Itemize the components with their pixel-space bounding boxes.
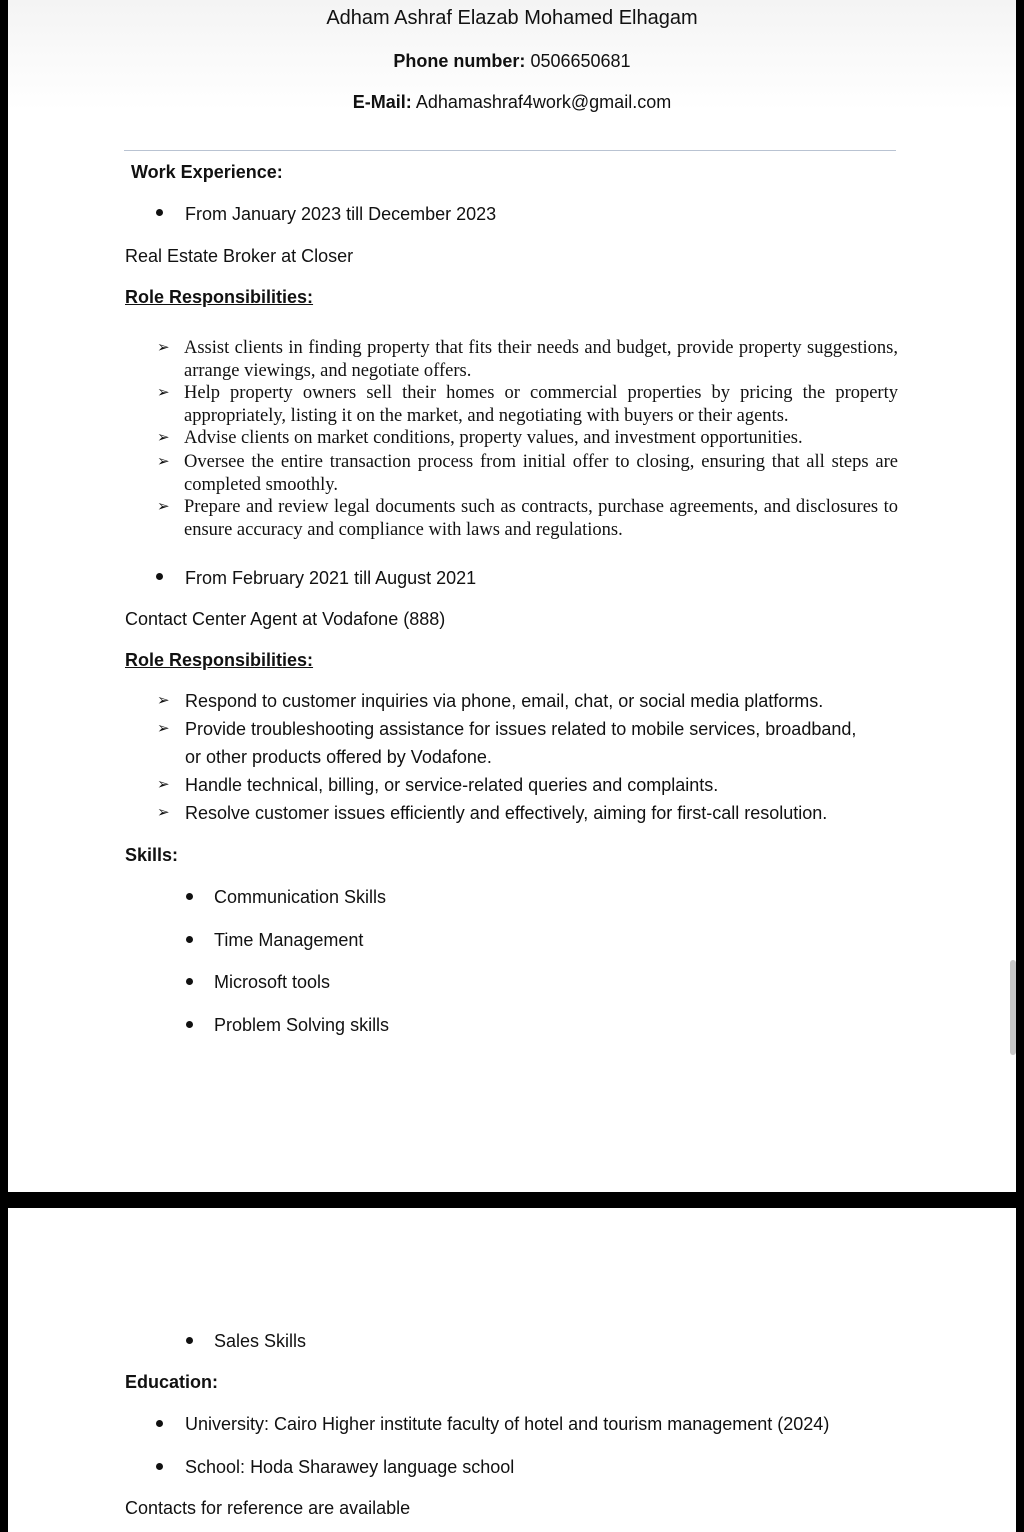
bullet-icon <box>186 893 193 900</box>
role-responsibilities-heading: Role Responsibilities: <box>125 287 314 307</box>
bullet-icon <box>156 1420 163 1427</box>
arrow-bullet-icon: ➢ <box>157 776 170 793</box>
responsibility-item: Handle technical, billing, or service-related queries and complaints. <box>185 775 719 795</box>
bullet-icon <box>186 936 193 943</box>
email-line <box>8 91 1016 113</box>
responsibility-item: Advise clients on market conditions, property values, and investment opportunities. <box>184 428 803 448</box>
resume-page-1 <box>8 0 1016 1192</box>
responsibility-item: Oversee the entire transaction process from initial offer to closing, ensuring that all steps are completed smoothly. <box>184 452 898 495</box>
work-experience-heading: Work Experience: <box>131 162 283 182</box>
job-title: Contact Center Agent at Vodafone (888) <box>125 609 446 629</box>
responsibility-item: Assist clients in finding property that fits their needs and budget, provide property suggestions, arrange viewings, and negotiate offers. <box>184 338 898 381</box>
email-address: Adhamashraf4work@gmail.com <box>415 92 672 112</box>
references-note: Contacts for reference are available <box>125 1498 411 1518</box>
skills-heading: Skills: <box>125 845 179 865</box>
arrow-bullet-icon: ➢ <box>157 453 170 470</box>
skill-item: Problem Solving skills <box>214 1015 390 1035</box>
arrow-bullet-icon: ➢ <box>157 720 170 737</box>
skill-item: Time Management <box>214 930 364 950</box>
education-heading: Education: <box>125 1372 218 1392</box>
header-divider <box>124 150 896 151</box>
arrow-bullet-icon: ➢ <box>157 498 170 515</box>
university-label: University: <box>185 1414 270 1434</box>
skill-item: Microsoft tools <box>214 972 331 992</box>
arrow-bullet-icon: ➢ <box>157 804 170 821</box>
skill-item: Communication Skills <box>214 887 387 907</box>
university-value: Cairo Higher institute faculty of hotel and tourism management (2024) <box>274 1414 830 1434</box>
skill-item: Sales Skills <box>214 1331 307 1351</box>
school-line <box>185 1456 514 1478</box>
responsibility-item: Resolve customer issues efficiently and effectively, aiming for first-call resolution. <box>185 803 828 823</box>
job-period: From February 2021 till August 2021 <box>185 568 477 588</box>
responsibility-item: Help property owners sell their homes or commercial properties by pricing the property appropriately, listing it on the market, and negotiating with buyers or their agents. <box>184 383 898 426</box>
candidate-name: Adham Ashraf Elazab Mohamed Elhagam <box>326 7 698 29</box>
role-responsibilities-heading: Role Responsibilities: <box>125 650 314 670</box>
responsibility-item: Provide troubleshooting assistance for issues related to mobile services, broadband, <box>185 719 857 739</box>
phone-label: Phone number: <box>393 51 526 71</box>
arrow-bullet-icon: ➢ <box>157 429 170 446</box>
bullet-icon <box>156 209 163 216</box>
bullet-icon <box>186 1021 193 1028</box>
responsibility-item: Respond to customer inquiries via phone, email, chat, or social media platforms. <box>185 691 824 711</box>
bullet-icon <box>186 978 193 985</box>
phone-number: 0506650681 <box>530 51 631 71</box>
responsibility-item-continued: or other products offered by Vodafone. <box>185 747 492 767</box>
bullet-icon <box>156 1463 163 1470</box>
bullet-icon <box>156 573 163 580</box>
job-title: Real Estate Broker at Closer <box>125 246 354 266</box>
school-value: Hoda Sharawey language school <box>250 1457 515 1477</box>
phone-line <box>8 50 1016 72</box>
email-label: E-Mail: <box>352 92 412 112</box>
bullet-icon <box>186 1337 193 1344</box>
university-line <box>185 1413 829 1435</box>
resume-page-2 <box>8 1208 1016 1532</box>
arrow-bullet-icon: ➢ <box>157 339 170 356</box>
job-period: From January 2023 till December 2023 <box>185 204 497 224</box>
responsibility-item: Prepare and review legal documents such as contracts, purchase agreements, and disclosures to ensure accuracy and compliance with laws and regulations. <box>184 497 898 540</box>
arrow-bullet-icon: ➢ <box>157 384 170 401</box>
scrollbar-thumb[interactable] <box>1010 960 1016 1055</box>
school-label: School: <box>185 1457 246 1477</box>
arrow-bullet-icon: ➢ <box>157 692 170 709</box>
